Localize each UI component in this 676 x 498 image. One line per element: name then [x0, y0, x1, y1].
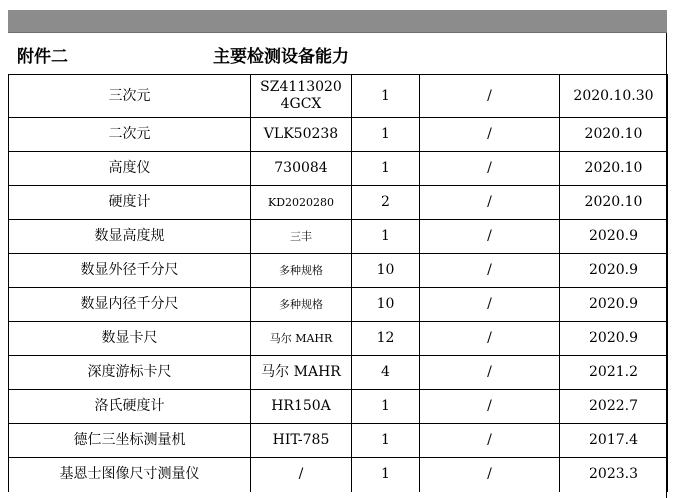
table-row: [9, 322, 668, 356]
model-cell: [251, 424, 352, 458]
equipment-name-cell: 数显高度规: [9, 220, 251, 254]
model-cell: [251, 186, 352, 220]
date-cell: 2020.9: [560, 220, 668, 254]
equipment-table-body: [9, 75, 668, 492]
attachment-label: 附件二: [17, 47, 68, 67]
date-cell: 2020.10: [560, 118, 668, 152]
date-cell: 2020.9: [560, 288, 668, 322]
quantity-cell: 1: [352, 424, 420, 458]
model-line: HR150A: [271, 398, 331, 414]
remark-cell: /: [420, 118, 560, 152]
remark-cell: /: [420, 75, 560, 118]
quantity-cell: 1: [352, 75, 420, 118]
model-cell: [251, 75, 352, 118]
model-line: 马尔 MAHR: [269, 332, 333, 345]
quantity-cell: 2: [352, 186, 420, 220]
remark-cell: /: [420, 288, 560, 322]
table-row: [9, 458, 668, 492]
equipment-name-cell: 基恩士图像尺寸测量仪: [9, 458, 251, 492]
table-row: [9, 288, 668, 322]
table-row: [9, 75, 668, 118]
date-cell: 2020.9: [560, 254, 668, 288]
model-line: SZ4113020: [260, 79, 342, 95]
remark-cell: /: [420, 152, 560, 186]
remark-cell: /: [420, 424, 560, 458]
equipment-name-cell: 三次元: [9, 75, 251, 118]
equipment-table: [8, 74, 668, 492]
equipment-name-cell: 数显内径千分尺: [9, 288, 251, 322]
model-line: 多种规格: [279, 298, 323, 311]
equipment-name-cell: 硬度计: [9, 186, 251, 220]
equipment-name-cell: 深度游标卡尺: [9, 356, 251, 390]
model-line: /: [298, 466, 304, 483]
quantity-cell: 10: [352, 254, 420, 288]
model-line: VLK50238: [263, 126, 339, 142]
quantity-cell: 10: [352, 288, 420, 322]
remark-cell: /: [420, 458, 560, 492]
table-row: [9, 424, 668, 458]
table-row: [9, 356, 668, 390]
quantity-cell: 1: [352, 118, 420, 152]
quantity-cell: 1: [352, 220, 420, 254]
model-cell: [251, 220, 352, 254]
model-cell: [251, 356, 352, 390]
document-header: [8, 33, 667, 73]
date-cell: 2020.10: [560, 186, 668, 220]
equipment-name-cell: 高度仪: [9, 152, 251, 186]
remark-cell: /: [420, 254, 560, 288]
model-cell: [251, 288, 352, 322]
quantity-cell: 4: [352, 356, 420, 390]
model-line: 马尔 MAHR: [261, 364, 341, 380]
table-row: [9, 390, 668, 424]
model-cell: [251, 254, 352, 288]
equipment-name-cell: 洛氏硬度计: [9, 390, 251, 424]
model-line: 三丰: [290, 230, 312, 243]
equipment-name-cell: 德仁三坐标测量机: [9, 424, 251, 458]
model-cell: [251, 390, 352, 424]
quantity-cell: 1: [352, 458, 420, 492]
model-cell: [251, 152, 352, 186]
table-row: [9, 254, 668, 288]
equipment-name-cell: 数显外径千分尺: [9, 254, 251, 288]
date-cell: 2017.4: [560, 424, 668, 458]
remark-cell: /: [420, 220, 560, 254]
model-cell: [251, 118, 352, 152]
remark-cell: /: [420, 322, 560, 356]
date-cell: 2020.10.30: [560, 75, 668, 118]
quantity-cell: 1: [352, 152, 420, 186]
model-line: HIT-785: [272, 432, 330, 448]
date-cell: 2022.7: [560, 390, 668, 424]
equipment-name-cell: 数显卡尺: [9, 322, 251, 356]
table-row: [9, 220, 668, 254]
model-cell: [251, 458, 352, 492]
table-row: [9, 152, 668, 186]
table-row: [9, 118, 668, 152]
model-line: 730084: [274, 160, 328, 176]
remark-cell: /: [420, 390, 560, 424]
model-cell: [251, 322, 352, 356]
date-cell: 2023.3: [560, 458, 668, 492]
top-gray-bar: [8, 10, 667, 33]
document-title: 主要检测设备能力: [213, 47, 349, 67]
date-cell: 2020.10: [560, 152, 668, 186]
quantity-cell: 12: [352, 322, 420, 356]
date-cell: 2021.2: [560, 356, 668, 390]
remark-cell: /: [420, 186, 560, 220]
equipment-name-cell: 二次元: [9, 118, 251, 152]
quantity-cell: 1: [352, 390, 420, 424]
model-line: KD2020280: [267, 196, 335, 209]
date-cell: 2020.9: [560, 322, 668, 356]
table-row: [9, 186, 668, 220]
model-line: 4GCX: [280, 96, 322, 112]
remark-cell: /: [420, 356, 560, 390]
model-line: 多种规格: [279, 264, 323, 277]
